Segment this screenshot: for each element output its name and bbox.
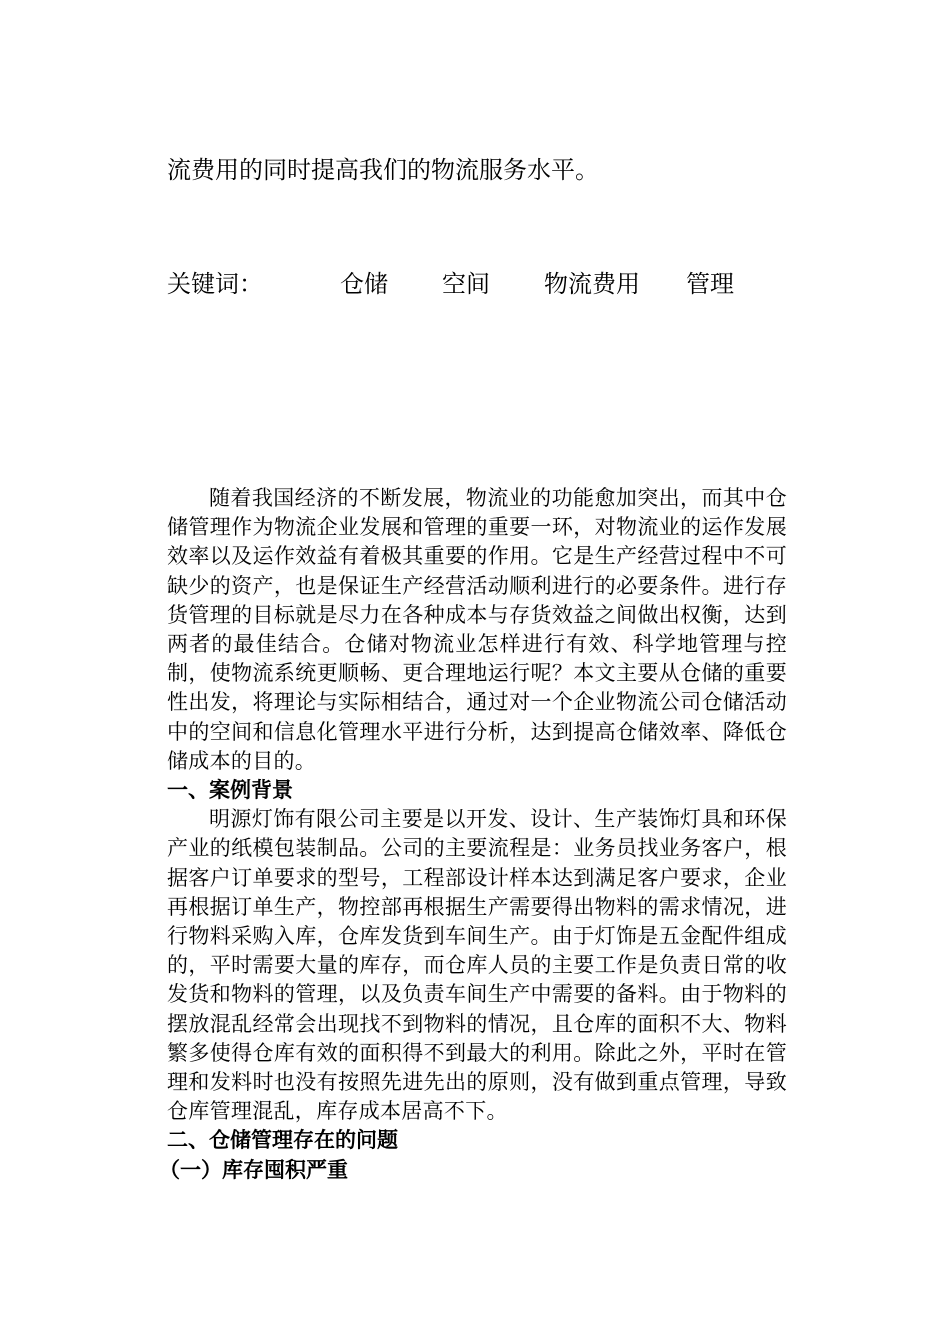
keyword-item: 仓储 (340, 270, 388, 298)
subsection-heading: （一）库存囤积严重 (159, 1157, 348, 1182)
keywords-label: 关键词： (167, 270, 263, 298)
document-body (159, 484, 787, 1185)
section-heading: 二、仓储管理存在的问题 (167, 1128, 398, 1153)
keyword-item: 管理 (686, 270, 734, 298)
continuation-line: 流费用的同时提高我们的物流服务水平。 (167, 156, 599, 184)
keyword-item: 物流费用 (544, 270, 640, 298)
keyword-item: 空间 (442, 270, 490, 298)
section-paragraph: 明源灯饰有限公司主要是以开发、设计、生产装饰灯具和环保产业的纸模包装制品。公司的主要流程是：业务员找业务客户，根据客户订单要求的型号，工程部设计样本达到满足客户要求，企业再根据订单生产，物控部再根据生产需要得出物料的需求情况，进行物料采购入库，仓库发货到车间生产。由于灯饰是五金配件组成的，平时需要大量的库存，而仓库人员的主要工作是负责日常的收发货和物料的管理，以及负责车间生产中需要的备料。由于物料的摆放混乱经常会出现找不到物料的情况，且仓库的面积不大、物料繁多使得仓库有效的面积得不到最大的利用。除此之外，平时在管理和发料时也没有按照先进先出的原则，没有做到重点管理，导致仓库管理混乱，库存成本居高不下。 (167, 807, 787, 1124)
section-heading: 一、案例背景 (167, 778, 293, 803)
intro-paragraph: 随着我国经济的不断发展，物流业的功能愈加突出，而其中仓储管理作为物流企业发展和管理的重要一环，对物流业的运作发展效率以及运作效益有着极其重要的作用。它是生产经营过程中不可缺少的资产，也是保证生产经营活动顺利进行的必要条件。进行存货管理的目标就是尽力在各种成本与存货效益之间做出权衡，达到两者的最佳结合。仓储对物流业怎样进行有效、科学地管理与控制，使物流系统更顺畅、更合理地运行呢？本文主要从仓储的重要性出发，将理论与实际相结合，通过对一个企业物流公司仓储活动中的空间和信息化管理水平进行分析，达到提高仓储效率、降低仓储成本的目的。 (167, 486, 787, 773)
